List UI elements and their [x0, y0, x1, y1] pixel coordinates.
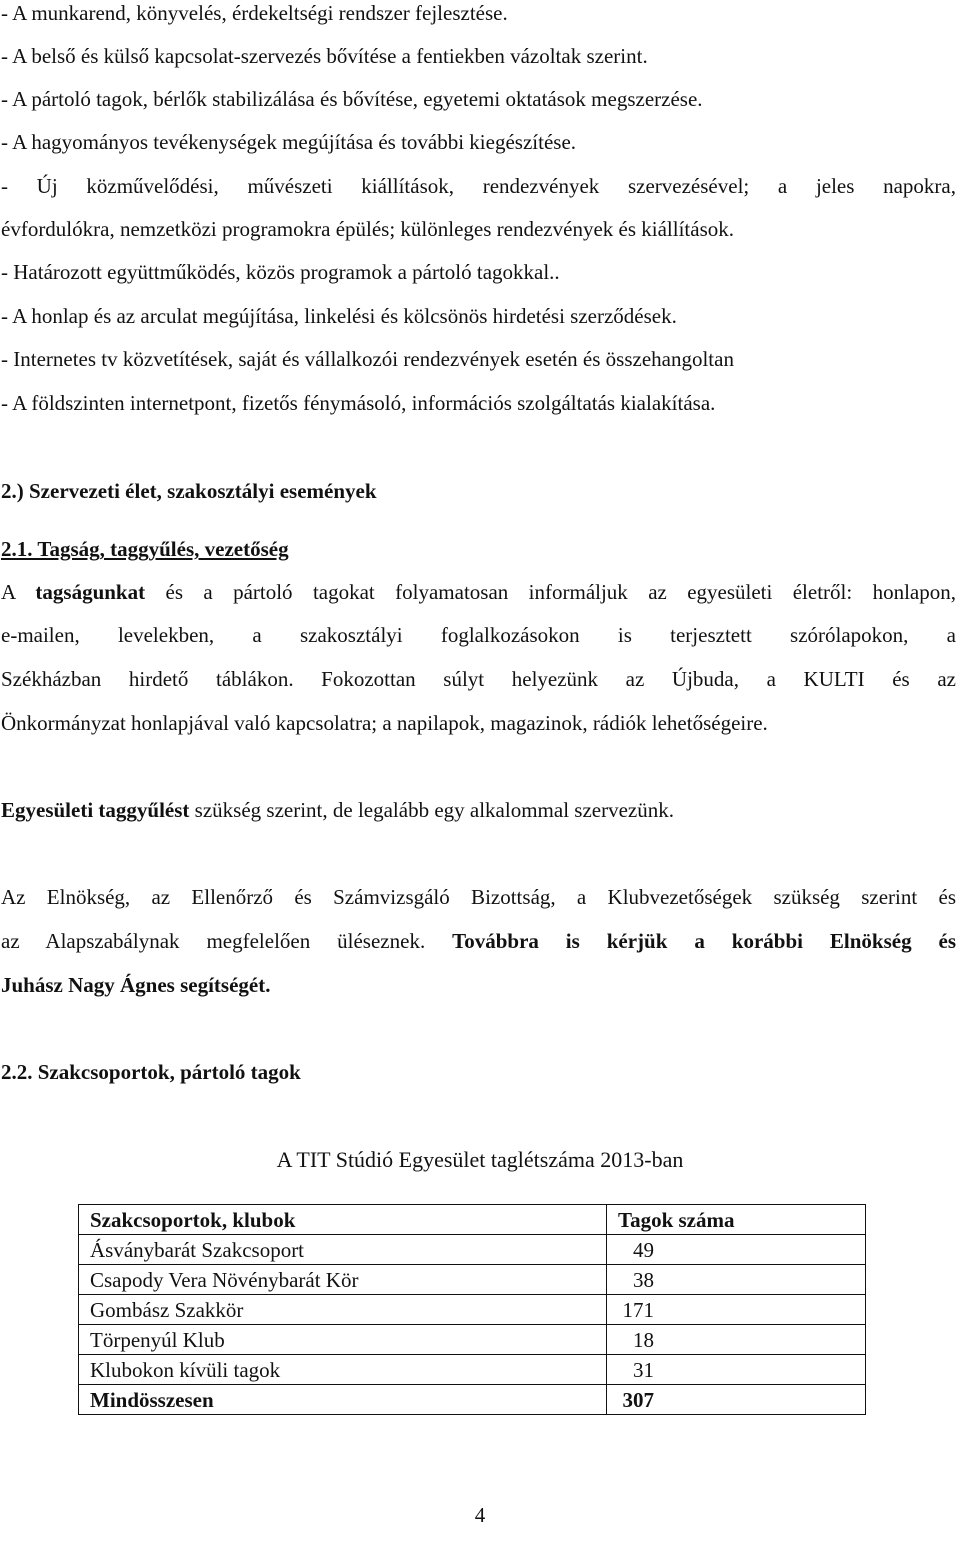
- table-row: [79, 1265, 866, 1295]
- bullet-line-10: - A földszinten internetpont, fizetős fénymásoló, információs szolgáltatás kialakítása.: [1, 391, 716, 415]
- table-row: [79, 1325, 866, 1355]
- para1-rest: és a pártoló tagokat folyamatosan informáljuk az egyesületi életről: honlapon,: [145, 580, 957, 604]
- para2-rest: szükség szerint, de legalább egy alkalommal szervezünk.: [189, 798, 674, 822]
- bullet-line-4: - A hagyományos tevékenységek megújítása és további kiegészítése.: [1, 130, 577, 154]
- table-caption: A TIT Stúdió Egyesület taglétszáma 2013-ban: [276, 1147, 684, 1172]
- section-2-heading: 2.) Szervezeti élet, szakosztályi események: [1, 479, 377, 503]
- bullet-line-7: - Határozott együttműködés, közös programok a pártoló tagokkal..: [1, 260, 560, 284]
- members-table: [78, 1204, 866, 1415]
- para2: [1, 797, 674, 823]
- table-cell-name: Klubokon kívüli tagok: [79, 1355, 607, 1385]
- para3-line1: Az Elnökség, az Ellenőrző és Számvizsgáló Bizottság, a Klubvezetőségek szükség szerint és: [1, 885, 956, 909]
- table-cell-count: [607, 1355, 866, 1385]
- para1-line1: [1, 579, 956, 605]
- page-number: 4: [474, 1503, 486, 1527]
- table-row: [79, 1295, 866, 1325]
- table-cell-name: Csapody Vera Növénybarát Kör: [79, 1265, 607, 1295]
- para3-plain: az Alapszabálynak megfelelően üléseznek.: [1, 929, 453, 953]
- table-cell-name: Ásványbarát Szakcsoport: [79, 1235, 607, 1265]
- section-2-1-heading: 2.1. Tagság, taggyűlés, vezetőség: [1, 537, 289, 561]
- bullet-line-1: - A munkarend, könyvelés, érdekeltségi rendszer fejlesztése.: [1, 1, 508, 25]
- para1-prefix: A: [1, 580, 36, 604]
- total-value: 307: [622, 1387, 654, 1412]
- para1-line2: e-mailen, levelekben, a szakosztályi foglalkozásokon is terjesztett szórólapokon, a: [1, 623, 956, 647]
- table-cell-count: [607, 1235, 866, 1265]
- table-total-value: [607, 1385, 866, 1415]
- count-value: 49: [633, 1237, 654, 1262]
- para2-bold: Egyesületi taggyűlést: [1, 798, 190, 822]
- table-header-cell: Szakcsoportok, klubok: [79, 1205, 607, 1235]
- table-cell-count: [607, 1325, 866, 1355]
- para1-line4: Önkormányzat honlapjával való kapcsolatra; a napilapok, magazinok, rádiók lehetőségeire.: [1, 711, 768, 735]
- table-total-row: [79, 1385, 866, 1415]
- table-cell-name: Törpenyúl Klub: [79, 1325, 607, 1355]
- bullet-line-9: - Internetes tv közvetítések, saját és vállalkozói rendezvények esetén és összehangoltan: [1, 347, 734, 371]
- count-value: 38: [633, 1267, 654, 1292]
- para3-line3: Juhász Nagy Ágnes segítségét.: [1, 973, 271, 997]
- para1-bold: tagságunkat: [35, 580, 146, 604]
- bullet-line-3: - A pártoló tagok, bérlők stabilizálása és bővítése, egyetemi oktatások megszerzése.: [1, 87, 703, 111]
- table-header-cell: Tagok száma: [607, 1205, 866, 1235]
- table-row: [79, 1355, 866, 1385]
- count-value: 31: [633, 1357, 654, 1382]
- count-value: 171: [622, 1297, 654, 1322]
- bullet-line-2: - A belső és külső kapcsolat-szervezés bővítése a fentiekben vázoltak szerint.: [1, 44, 648, 68]
- table-row: [79, 1235, 866, 1265]
- bullet-line-6: évfordulókra, nemzetközi programokra épülés; különleges rendezvények és kiállítások.: [1, 217, 734, 241]
- bullet-line-8: - A honlap és az arculat megújítása, linkelési és kölcsönös hirdetési szerződések.: [1, 304, 677, 328]
- table-cell-count: [607, 1265, 866, 1295]
- table-cell-name: Gombász Szakkör: [79, 1295, 607, 1325]
- para3-line2: [1, 928, 956, 954]
- table-cell-count: [607, 1295, 866, 1325]
- para1-line3: Székházban hirdető táblákon. Fokozottan súlyt helyezünk az Újbuda, a KULTI és az: [1, 667, 956, 691]
- table-header-row: [79, 1205, 866, 1235]
- bullet-line-5: - Új közművelődési, művészeti kiállítások, rendezvények szervezésével; a jeles napokra,: [1, 174, 956, 198]
- section-2-2-heading: 2.2. Szakcsoportok, pártoló tagok: [1, 1060, 301, 1084]
- para3-bold: Továbbra is kérjük a korábbi Elnökség és: [452, 929, 956, 953]
- count-value: 18: [633, 1327, 654, 1352]
- table-total-label: Mindösszesen: [79, 1385, 607, 1415]
